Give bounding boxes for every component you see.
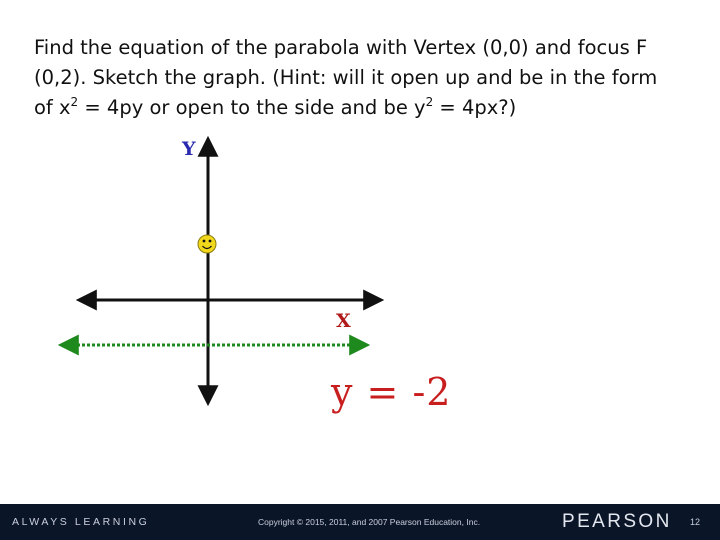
- coordinate-graph: [0, 130, 720, 410]
- problem-line-3-middle: = 4py or open to the side and be y: [78, 96, 426, 119]
- slide-number: 12: [690, 517, 701, 527]
- footer-tagline: ALWAYS LEARNING: [12, 516, 150, 528]
- footer-bar: [0, 504, 720, 540]
- y-axis-label: Y: [182, 138, 196, 160]
- pearson-logo: PEARSON: [562, 511, 672, 532]
- problem-statement: [34, 33, 694, 123]
- smiley-face-icon: [198, 235, 216, 253]
- problem-line-1: Find the equation of the parabola with Vertex (0,0) and focus F: [34, 36, 648, 59]
- problem-line-3-start: of x: [34, 96, 71, 119]
- exponent-2-x: 2: [70, 95, 79, 109]
- exponent-2-y: 2: [425, 95, 434, 109]
- problem-line-3-end: = 4px?): [433, 96, 517, 119]
- directrix-equation: y = -2: [331, 370, 452, 414]
- copyright-notice: Copyright © 2015, 2011, and 2007 Pearson Education, Inc.: [258, 517, 481, 527]
- x-axis-label: X: [336, 310, 351, 332]
- problem-line-3: [34, 93, 694, 123]
- problem-line-2: (0,2). Sketch the graph. (Hint: will it open up and be in the form: [34, 66, 658, 89]
